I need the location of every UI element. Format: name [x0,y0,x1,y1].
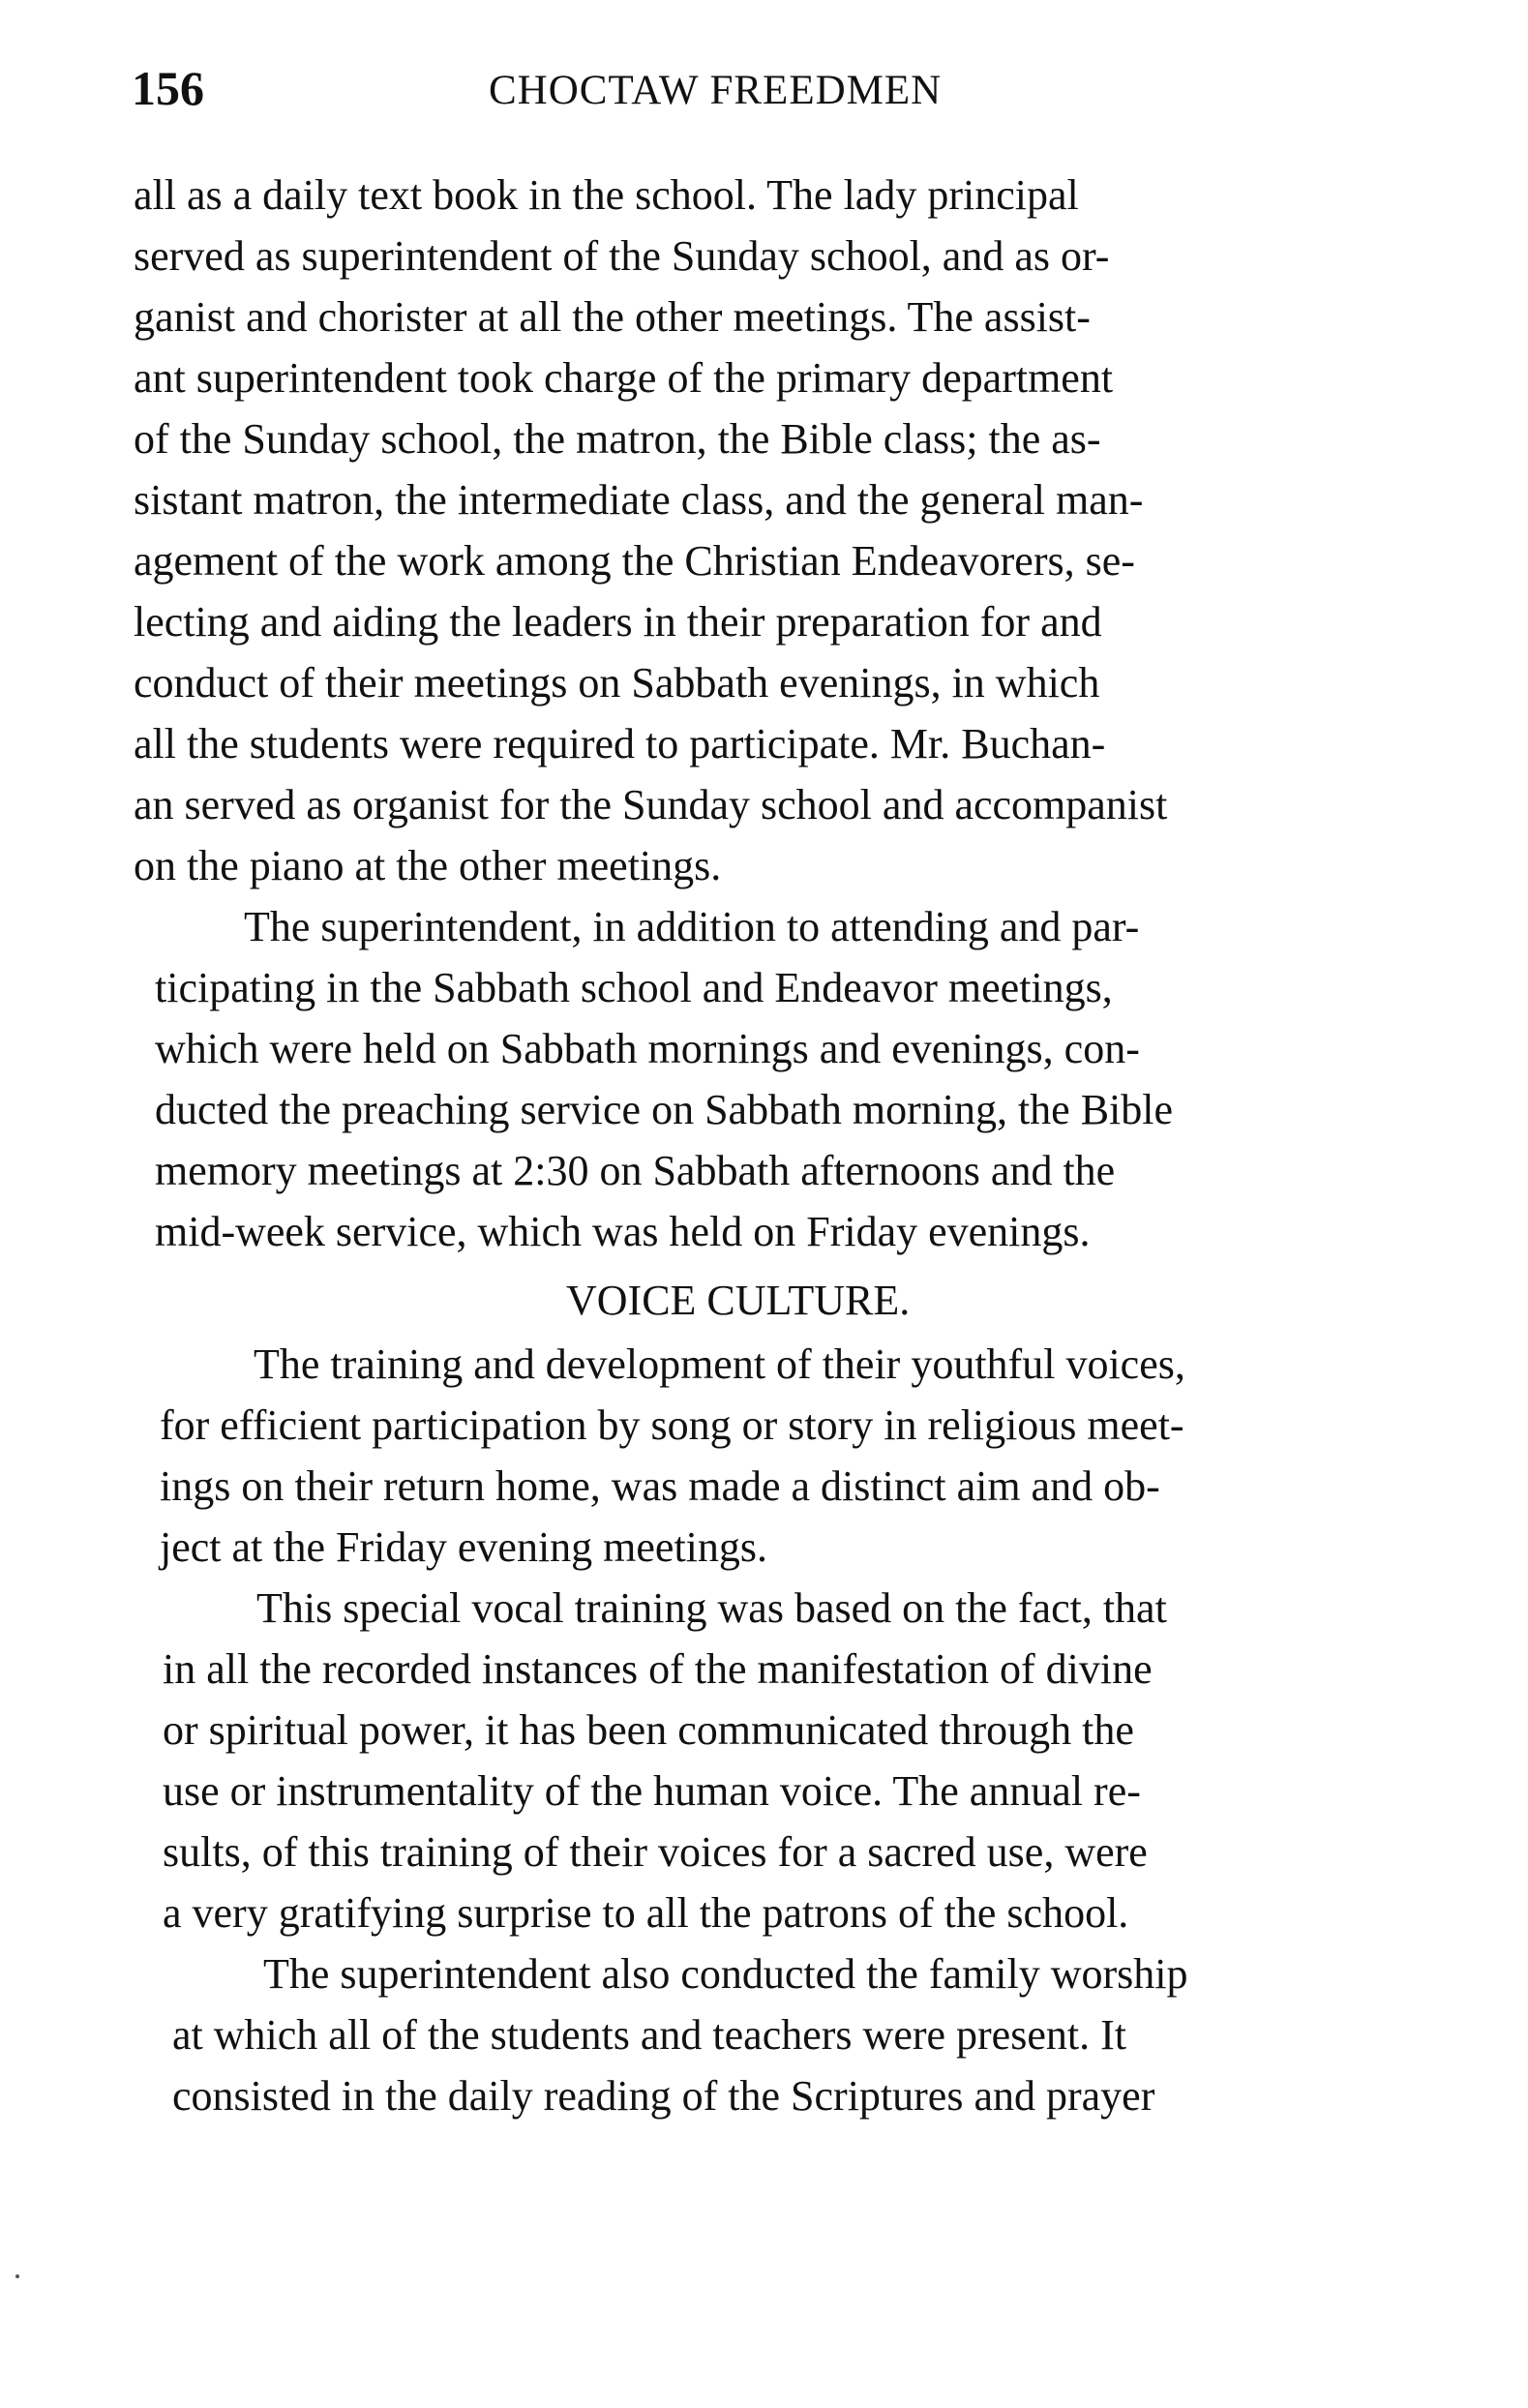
text-line: The superintendent also conducted the family worship [263,1950,1188,1998]
text-line: The superintendent, in addition to attending and par- [244,903,1140,950]
text-line: memory meetings at 2:30 on Sabbath afternoons and the [155,1147,1116,1194]
text-line: The training and development of their youthful voices, [254,1340,1185,1388]
section-heading: VOICE CULTURE. [566,1277,911,1324]
text-line: in all the recorded instances of the manifestation of divine [163,1645,1153,1693]
text-line: agement of the work among the Christian Endeavorers, se- [134,537,1135,585]
text-line: lecting and aiding the leaders in their preparation for and [134,598,1102,646]
text-line: an served as organist for the Sunday school and accompanist [134,781,1168,828]
text-line: mid-week service, which was held on Friday evenings. [155,1208,1091,1255]
text-line: ticipating in the Sabbath school and Endeavor meetings, [155,964,1113,1011]
text-line: ings on their return home, was made a distinct aim and ob- [160,1462,1160,1510]
text-line: on the piano at the other meetings. [134,842,722,889]
text-line: ant superintendent took charge of the primary department [134,354,1114,402]
text-line: for efficient participation by song or story in religious meet- [160,1401,1184,1449]
text-line: use or instrumentality of the human voice. The annual re- [163,1767,1141,1815]
text-line: ducted the preaching service on Sabbath morning, the Bible [155,1086,1174,1133]
text-line: all as a daily text book in the school. The lady principal [134,171,1079,219]
text-line: which were held on Sabbath mornings and evenings, con- [155,1025,1140,1072]
text-line: This special vocal training was based on the fact, that [256,1584,1167,1632]
text-line: conduct of their meetings on Sabbath evenings, in which [134,659,1100,707]
text-line: a very gratifying surprise to all the patrons of the school. [163,1889,1129,1937]
page-number: 156 [132,61,204,115]
text-line: sults, of this training of their voices for a sacred use, were [163,1828,1148,1876]
text-line: of the Sunday school, the matron, the Bible class; the as- [134,415,1101,463]
text-line: ganist and chorister at all the other meetings. The assist- [134,293,1091,341]
scan-speck [15,2274,19,2278]
running-title: CHOCTAW FREEDMEN [489,68,943,113]
text-line: sistant matron, the intermediate class, and the general man- [134,476,1144,524]
text-line: consisted in the daily reading of the Scriptures and prayer [172,2072,1155,2120]
text-line: ject at the Friday evening meetings. [160,1523,768,1571]
text-line: served as superintendent of the Sunday school, and as or- [134,232,1110,280]
text-line: or spiritual power, it has been communicated through the [163,1706,1134,1754]
text-line: all the students were required to participate. Mr. Buchan- [134,720,1106,768]
text-line: at which all of the students and teachers were present. It [172,2011,1126,2059]
